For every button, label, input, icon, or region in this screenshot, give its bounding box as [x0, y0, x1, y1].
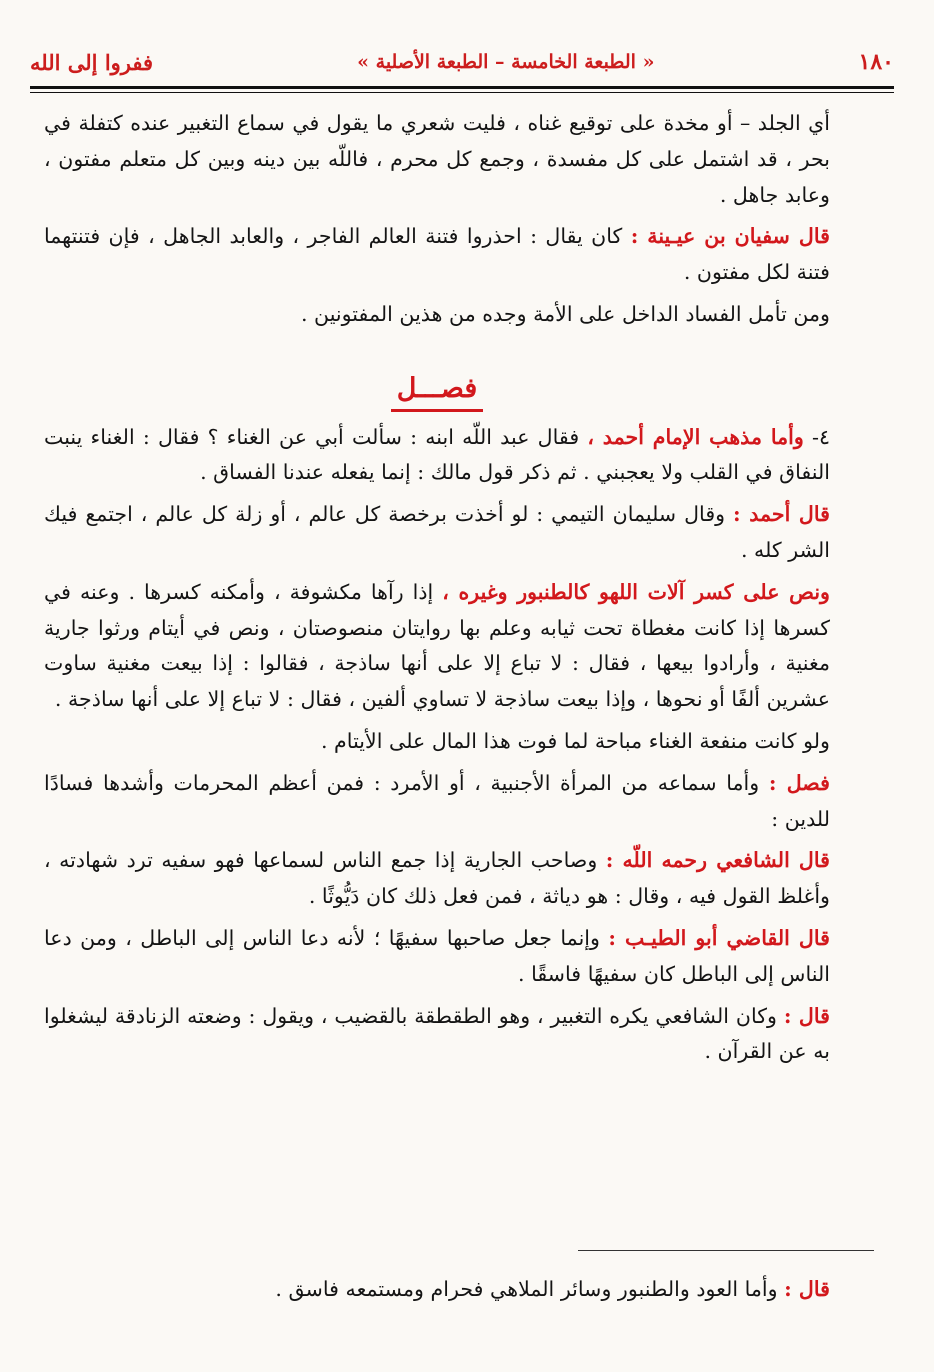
- section-label: فصل :: [768, 770, 830, 795]
- paragraph-text: وكان الشافعي يكره التغبير ، وهو الطقطقة بالقضيب ، ويقول : وضعته الزنادقة ليشغلوا به عن القرآن .: [44, 1003, 830, 1064]
- speaker-label: قال :: [783, 1003, 830, 1028]
- footnote-rule: [578, 1250, 874, 1251]
- topic-label: ونص على كسر آلات اللهو كالطنبور وغيره ،: [442, 579, 830, 604]
- page-body: [44, 106, 830, 1076]
- book-title: ففروا إلى الله: [30, 49, 154, 75]
- header-rule-thin: [30, 92, 894, 93]
- speaker-label: قال :: [784, 1277, 830, 1301]
- header-rule-thick: [30, 86, 894, 89]
- paragraph-7: ولو كانت منفعة الغناء مباحة لما فوت هذا المال على الأيتام .: [320, 728, 830, 753]
- speaker-label: قال الشافعي رحمه اللّه :: [605, 848, 830, 873]
- paragraph-text: وإنما جعل صاحبها سفيهًا ؛ لأنه دعا الناس إلى الباطل ، ومن دعا الناس إلى الباطل كان سفيهًا فاسقًا .: [44, 925, 830, 986]
- paragraph-5: [44, 497, 830, 569]
- paragraph-text: وقال سليمان التيمي : لو أخذت برخصة كل عالم ، أو زلة كل عالم ، اجتمع فيك الشر كله .: [44, 502, 830, 562]
- section-heading-text: فصـــل: [391, 371, 484, 412]
- item-number: ٤-: [803, 424, 830, 449]
- paragraph-10: [44, 921, 830, 993]
- page-number: ١٨٠: [858, 49, 894, 75]
- paragraph-1: أي الجلد – أو مخدة على توقيع غناه ، فليت شعري ما يقول في سماع التغبير عنده كتفلة في بحر ، قد اشتمل على كل مفسدة ، وجمع كل محرم ، فاللّه بين دينه وبين كل متعلم مفتون ، وعابد جاهل .: [44, 111, 830, 207]
- paragraph-text: كان يقال : احذروا فتنة العالم الفاجر ، والعابد الجاهل ، فإن فتنتهما فتنة لكل مفتون .: [44, 224, 830, 285]
- edition-label: « الطبعة الخامسة – الطبعة الأصلية »: [357, 51, 655, 73]
- speaker-label: قال القاضي أبو الطيـب :: [608, 925, 830, 950]
- speaker-label: قال سفيان بن عيـينة :: [630, 224, 830, 249]
- paragraph-3: ومن تأمل الفساد الداخل على الأمة وجده من هذين المفتونين .: [300, 301, 830, 326]
- footnote-text: وأما العود والطنبور وسائر الملاهي فحرام ومستمعه فاسق .: [275, 1277, 785, 1301]
- paragraph-text: وأما سماعه من المرأة الأجنبية ، أو الأمرد : فمن أعظم المحرمات وأشدها فسادًا للدين :: [44, 770, 830, 831]
- speaker-label: قال أحمد :: [733, 502, 830, 527]
- paragraph-4: [44, 420, 830, 492]
- paragraph-text: وصاحب الجارية إذا جمع الناس لسماعها فهو سفيه ترد شهادته ، وأغلظ القول فيه ، وقال : هو دياثة ، فمن فعل ذلك كان دَيُّوثًا .: [44, 848, 830, 909]
- paragraph-text: إذا رآها مكشوفة ، وأمكنه كسرها . وعنه في كسرها إذا كانت مغطاة تحت ثيابه وعلم بها روايتان منصوصتان ، ونص في أيتام ورثوا جارية مغنية ، وأرادوا بيعها ، فقال : لا تباع إلا على أنها ساذجة ، فقالوا : إذا بيعت مغنية ساوت عشرين ألفًا أو نحوها ، وإذا بيعت ساذجة لا تساوي ألفين ، فقال : لا تباع إلا على أنها ساذجة .: [44, 579, 830, 712]
- paragraph-8: [44, 766, 830, 838]
- paragraph-11: [44, 999, 830, 1071]
- topic-label: وأما مذهب الإمام أحمد ،: [587, 424, 804, 449]
- paragraph-text: فقال عبد اللّه ابنه : سألت أبي عن الغناء ؟ فقال : الغناء ينبت النفاق في القلب ولا يعجبني . ثم ذكر قول مالك : إنما يفعله عندنا الفساق .: [44, 424, 830, 485]
- footnote: [44, 1272, 830, 1308]
- section-heading: [44, 371, 830, 412]
- paragraph-9: [44, 843, 830, 915]
- paragraph-2: [44, 219, 830, 291]
- paragraph-6: [44, 575, 830, 718]
- page-header: [30, 40, 894, 84]
